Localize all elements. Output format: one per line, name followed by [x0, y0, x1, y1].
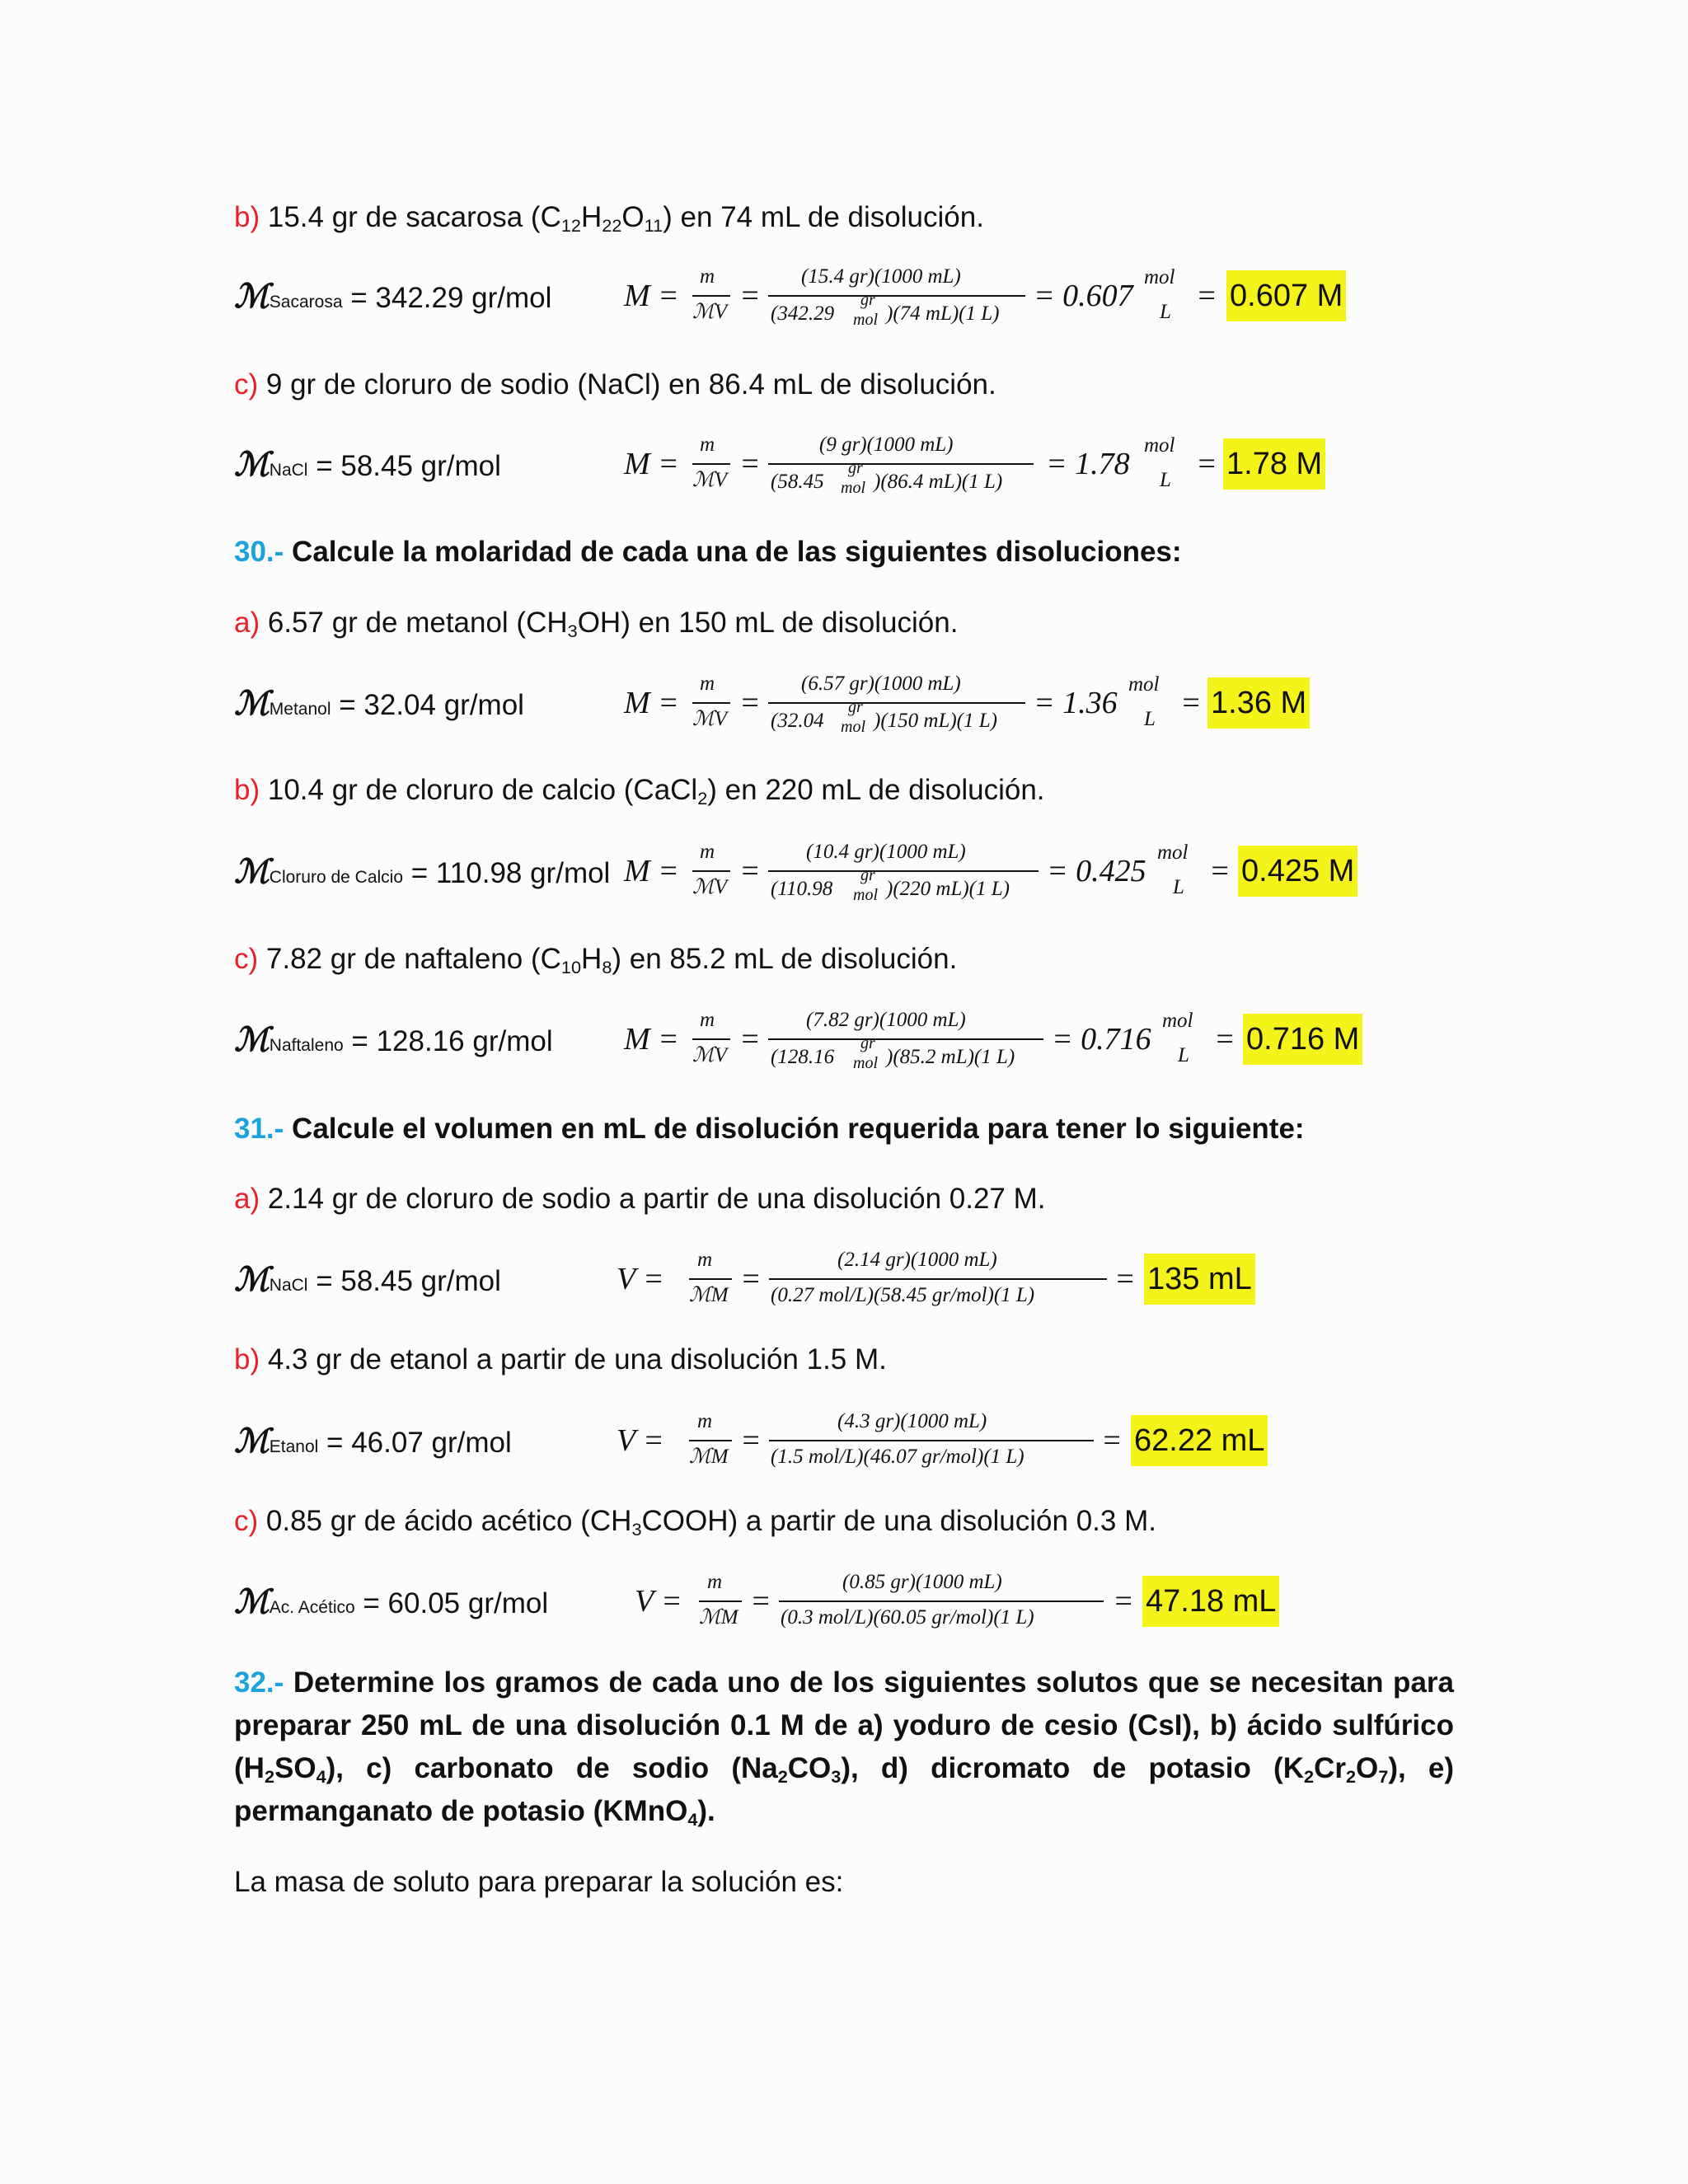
answer-highlight: 1.78 M	[1223, 438, 1325, 490]
unit-top: gr	[860, 1034, 875, 1052]
result: = 1.36	[1034, 686, 1118, 720]
frac-den: ℳM	[689, 1446, 729, 1468]
molar-mass-subscript: Ac. Acético	[269, 1598, 355, 1617]
molar-mass-value: = 342.29 gr/mol	[342, 282, 552, 314]
numerator: (6.57 gr)(1000 mL)	[801, 673, 961, 695]
eq-sign: =	[1209, 854, 1231, 888]
numerator: (10.4 gr)(1000 mL)	[806, 841, 966, 863]
subscript: 3	[831, 1766, 842, 1788]
text: ) en 220 mL de disolución.	[707, 774, 1045, 806]
eq-sign: =	[739, 279, 761, 313]
subscript: 4	[687, 1809, 698, 1830]
molar-mass-symbol: ℳ	[234, 1260, 270, 1299]
problem-31c-statement	[234, 1505, 1156, 1540]
item-letter: b)	[234, 201, 260, 233]
result: = 1.78	[1046, 447, 1130, 481]
answer-highlight: 0.425 M	[1238, 846, 1357, 897]
text: O	[621, 201, 645, 233]
molar-mass-subscript: Metanol	[269, 700, 331, 719]
eq-lhs: M =	[624, 686, 679, 720]
text: H	[581, 943, 603, 975]
denominator: (110.98	[771, 878, 833, 900]
eq-sign: =	[739, 854, 761, 888]
eq-sign: =	[1113, 1584, 1134, 1619]
subscript: 2	[777, 1766, 788, 1788]
text: 6.57 gr de metanol (CH	[260, 607, 568, 639]
unit-top: mol	[1162, 1010, 1193, 1032]
denominator: )(150 mL)(1 L)	[874, 710, 997, 732]
problem-number: 31.-	[234, 1113, 284, 1145]
answer-highlight: 0.607 M	[1226, 270, 1346, 321]
problem-31-heading	[234, 1114, 1305, 1143]
eq-sign: =	[750, 1584, 771, 1619]
molar-mass-value: = 128.16 gr/mol	[343, 1025, 553, 1057]
problem-number: 30.-	[234, 536, 284, 568]
denominator: (0.3 mol/L)(60.05 gr/mol)(1 L)	[781, 1606, 1034, 1629]
unit-bot: L	[1178, 1044, 1189, 1066]
text: H	[581, 201, 603, 233]
unit-bot: mol	[853, 311, 878, 329]
frac-bar	[689, 1440, 732, 1441]
problem-30b-statement	[234, 774, 1045, 809]
eq-sign: =	[739, 686, 761, 720]
frac-num: m	[700, 673, 715, 695]
eq-sign: =	[1214, 1022, 1236, 1057]
molar-mass-line	[234, 1020, 553, 1059]
text: 0.85 gr de ácido acético (CH	[258, 1505, 632, 1537]
denominator: (1.5 mol/L)(46.07 gr/mol)(1 L)	[771, 1446, 1025, 1468]
item-letter: c)	[234, 368, 259, 401]
frac-num: m	[697, 1249, 713, 1271]
subscript: 3	[631, 1519, 642, 1540]
answer-highlight: 62.22 mL	[1131, 1415, 1268, 1466]
frac-den: ℳV	[692, 708, 728, 730]
subscript: 12	[560, 215, 581, 237]
molar-mass-line	[234, 277, 552, 316]
molar-mass-value: = 46.07 gr/mol	[318, 1427, 512, 1459]
text: 7.82 gr de naftaleno (C	[258, 943, 561, 975]
text: CO	[787, 1752, 832, 1784]
frac-bar	[768, 870, 1039, 872]
unit-bot: mol	[853, 886, 878, 904]
molar-mass-line	[234, 1582, 549, 1621]
problem-number: 32.-	[234, 1666, 284, 1699]
frac-den: ℳM	[699, 1606, 738, 1629]
molar-mass-line	[234, 1422, 512, 1460]
item-letter: c)	[234, 943, 259, 975]
eq-sign: =	[740, 1423, 762, 1458]
subscript: 22	[602, 215, 622, 237]
numerator: (7.82 gr)(1000 mL)	[806, 1009, 966, 1031]
unit-top: mol	[1144, 266, 1175, 288]
frac-bar	[692, 1038, 730, 1040]
problem-title: Calcule el volumen en mL de disolución requerida para tener lo siguiente:	[284, 1113, 1305, 1145]
molar-mass-subscript: Naftaleno	[269, 1036, 344, 1055]
unit-top: mol	[1157, 841, 1189, 864]
subscript: 10	[560, 957, 582, 978]
denominator: )(86.4 mL)(1 L)	[874, 471, 1003, 493]
item-letter: c)	[234, 1505, 259, 1537]
numerator: (15.4 gr)(1000 mL)	[801, 265, 961, 288]
text: 15.4 gr de sacarosa (C	[260, 201, 561, 233]
frac-den: ℳM	[689, 1284, 729, 1306]
text: OH) en 150 mL de disolución.	[577, 607, 959, 639]
unit-top: gr	[860, 866, 875, 884]
subscript: 2	[1345, 1766, 1357, 1788]
frac-num: m	[700, 1009, 715, 1031]
subscript: 3	[567, 621, 578, 642]
text: COOH) a partir de una disolución 0.3 M.	[641, 1505, 1156, 1537]
denominator: )(74 mL)(1 L)	[886, 302, 1000, 325]
eq-sign: =	[1196, 447, 1217, 481]
frac-num: m	[700, 841, 715, 863]
subscript: 2	[264, 1766, 274, 1788]
text: 9 gr de cloruro de sodio (NaCl) en 86.4 mL de disolución.	[258, 368, 996, 401]
subscript: 2	[1304, 1766, 1315, 1788]
problem-29b-statement	[234, 201, 984, 237]
item-letter: b)	[234, 774, 260, 806]
denominator: (0.27 mol/L)(58.45 gr/mol)(1 L)	[771, 1284, 1035, 1306]
molar-mass-value: = 58.45 gr/mol	[307, 450, 501, 482]
text: ) en 74 mL de disolución.	[663, 201, 984, 233]
molar-mass-symbol: ℳ	[234, 1422, 270, 1460]
eq-lhs: V =	[617, 1262, 664, 1296]
unit-bot: mol	[853, 1054, 878, 1072]
eq-sign: =	[739, 447, 761, 481]
subscript: 8	[602, 957, 612, 978]
result: = 0.425	[1047, 854, 1146, 888]
molar-mass-subscript: Sacarosa	[269, 293, 343, 312]
molar-mass-symbol: ℳ	[234, 684, 270, 723]
unit-bot: L	[1144, 708, 1156, 730]
frac-num: m	[707, 1571, 723, 1593]
text: 10.4 gr de cloruro de calcio (CaCl	[260, 774, 698, 806]
frac-bar	[692, 463, 730, 465]
eq-sign: =	[739, 1022, 761, 1057]
numerator: (9 gr)(1000 mL)	[819, 434, 954, 456]
problem-30-heading	[234, 537, 1182, 566]
text: Determine los gramos de cada uno de los siguientes solutos que se necesitan para preparar 250 mL de una disolución 0.1 M de a) yoduro de cesio (CsI), b) ácido sulfúrico (H	[234, 1666, 1454, 1784]
frac-den: ℳV	[692, 469, 728, 491]
frac-bar	[692, 870, 730, 872]
numerator: (2.14 gr)(1000 mL)	[837, 1249, 997, 1271]
problem-32-statement	[234, 1661, 1454, 1833]
frac-bar	[692, 702, 730, 704]
frac-num: m	[697, 1410, 713, 1432]
text: 2.14 gr de cloruro de sodio a partir de una disolución 0.27 M.	[260, 1183, 1046, 1215]
result: = 0.607	[1034, 279, 1133, 313]
molar-mass-value: = 58.45 gr/mol	[307, 1265, 501, 1297]
molar-mass-line	[234, 445, 501, 484]
molar-mass-symbol: ℳ	[234, 1020, 270, 1059]
unit-bot: mol	[841, 479, 865, 497]
frac-bar	[768, 295, 1025, 297]
text: O	[1356, 1752, 1379, 1784]
eq-lhs: M =	[624, 279, 679, 313]
problem-31b-statement	[234, 1345, 887, 1374]
eq-sign: =	[1196, 279, 1217, 313]
unit-bot: L	[1160, 469, 1171, 491]
unit-bot: L	[1173, 876, 1184, 898]
molar-mass-line	[234, 852, 611, 891]
unit-top: gr	[848, 698, 863, 716]
frac-bar	[769, 1440, 1094, 1441]
molar-mass-value: = 60.05 gr/mol	[354, 1587, 549, 1619]
eq-sign: =	[1114, 1262, 1136, 1296]
molar-mass-symbol: ℳ	[234, 852, 270, 891]
frac-num: m	[700, 265, 715, 288]
unit-top: gr	[848, 459, 863, 477]
denominator: (32.04	[771, 710, 824, 732]
frac-den: ℳV	[692, 301, 728, 323]
molar-mass-value: = 110.98 gr/mol	[403, 857, 611, 889]
unit-bot: L	[1160, 301, 1171, 323]
frac-bar	[699, 1601, 742, 1602]
frac-bar	[779, 1601, 1104, 1602]
frac-den: ℳV	[692, 1044, 728, 1066]
numerator: (4.3 gr)(1000 mL)	[837, 1410, 987, 1432]
unit-top: gr	[860, 291, 875, 309]
denominator: (342.29	[771, 302, 835, 325]
denominator: )(85.2 mL)(1 L)	[886, 1046, 1015, 1068]
closing-sentence: La masa de soluto para preparar la solución es:	[234, 1866, 844, 1898]
denominator: (128.16	[771, 1046, 835, 1068]
text: ), d) dicromato de potasio (K	[841, 1752, 1304, 1784]
molar-mass-subscript: Cloruro de Calcio	[269, 868, 404, 887]
problem-title: Calcule la molaridad de cada una de las siguientes disoluciones:	[284, 536, 1182, 568]
eq-sign: =	[1101, 1423, 1123, 1458]
frac-num: m	[700, 434, 715, 456]
text: 4.3 gr de etanol a partir de una disolución 1.5 M.	[260, 1343, 887, 1376]
text: ), c) carbonato de sodio (Na	[326, 1752, 778, 1784]
molar-mass-subscript: Etanol	[269, 1437, 319, 1456]
eq-lhs: V =	[617, 1423, 664, 1458]
eq-sign: =	[1180, 686, 1202, 720]
unit-bot: mol	[841, 718, 865, 736]
item-letter: a)	[234, 1183, 260, 1215]
problem-31a-statement	[234, 1184, 1045, 1213]
eq-lhs: M =	[624, 447, 679, 481]
denominator: (58.45	[771, 471, 824, 493]
subscript: 2	[697, 788, 708, 809]
subscript: 4	[316, 1766, 326, 1788]
answer-highlight: 135 mL	[1144, 1254, 1255, 1305]
text: SO	[274, 1752, 316, 1784]
molar-mass-symbol: ℳ	[234, 1582, 270, 1621]
denominator: )(220 mL)(1 L)	[886, 878, 1010, 900]
eq-lhs: M =	[624, 1022, 679, 1057]
text: ).	[697, 1795, 715, 1827]
molar-mass-subscript: NaCl	[269, 1276, 308, 1295]
unit-top: mol	[1144, 434, 1175, 457]
eq-lhs: M =	[624, 854, 679, 888]
text: ), e) permanganato de potasio (KMnO	[234, 1752, 1454, 1827]
item-letter: a)	[234, 607, 260, 639]
unit-top: mol	[1128, 673, 1160, 696]
text: ) en 85.2 mL de disolución.	[612, 943, 958, 975]
molar-mass-line	[234, 1260, 501, 1299]
problem-30a-statement	[234, 607, 959, 642]
item-letter: b)	[234, 1343, 260, 1376]
molar-mass-value: = 32.04 gr/mol	[331, 689, 524, 721]
subscript: 11	[644, 215, 663, 237]
answer-highlight: 1.36 M	[1207, 677, 1310, 729]
molar-mass-line	[234, 684, 524, 723]
frac-bar	[768, 1038, 1043, 1040]
molar-mass-symbol: ℳ	[234, 445, 270, 484]
frac-bar	[768, 463, 1034, 465]
eq-sign: =	[740, 1262, 762, 1296]
problem-29c-statement	[234, 370, 996, 399]
numerator: (0.85 gr)(1000 mL)	[842, 1571, 1002, 1593]
eq-lhs: V =	[635, 1584, 682, 1619]
answer-highlight: 0.716 M	[1243, 1014, 1362, 1065]
result: = 0.716	[1052, 1022, 1151, 1057]
molar-mass-subscript: NaCl	[269, 461, 308, 480]
answer-highlight: 47.18 mL	[1142, 1576, 1279, 1627]
frac-bar	[768, 702, 1025, 704]
molar-mass-symbol: ℳ	[234, 277, 270, 316]
frac-bar	[692, 295, 730, 297]
text: Cr	[1314, 1752, 1346, 1784]
frac-bar	[769, 1278, 1107, 1280]
frac-den: ℳV	[692, 876, 728, 898]
problem-30c-statement	[234, 943, 958, 978]
frac-bar	[689, 1278, 732, 1280]
subscript: 7	[1378, 1766, 1389, 1788]
